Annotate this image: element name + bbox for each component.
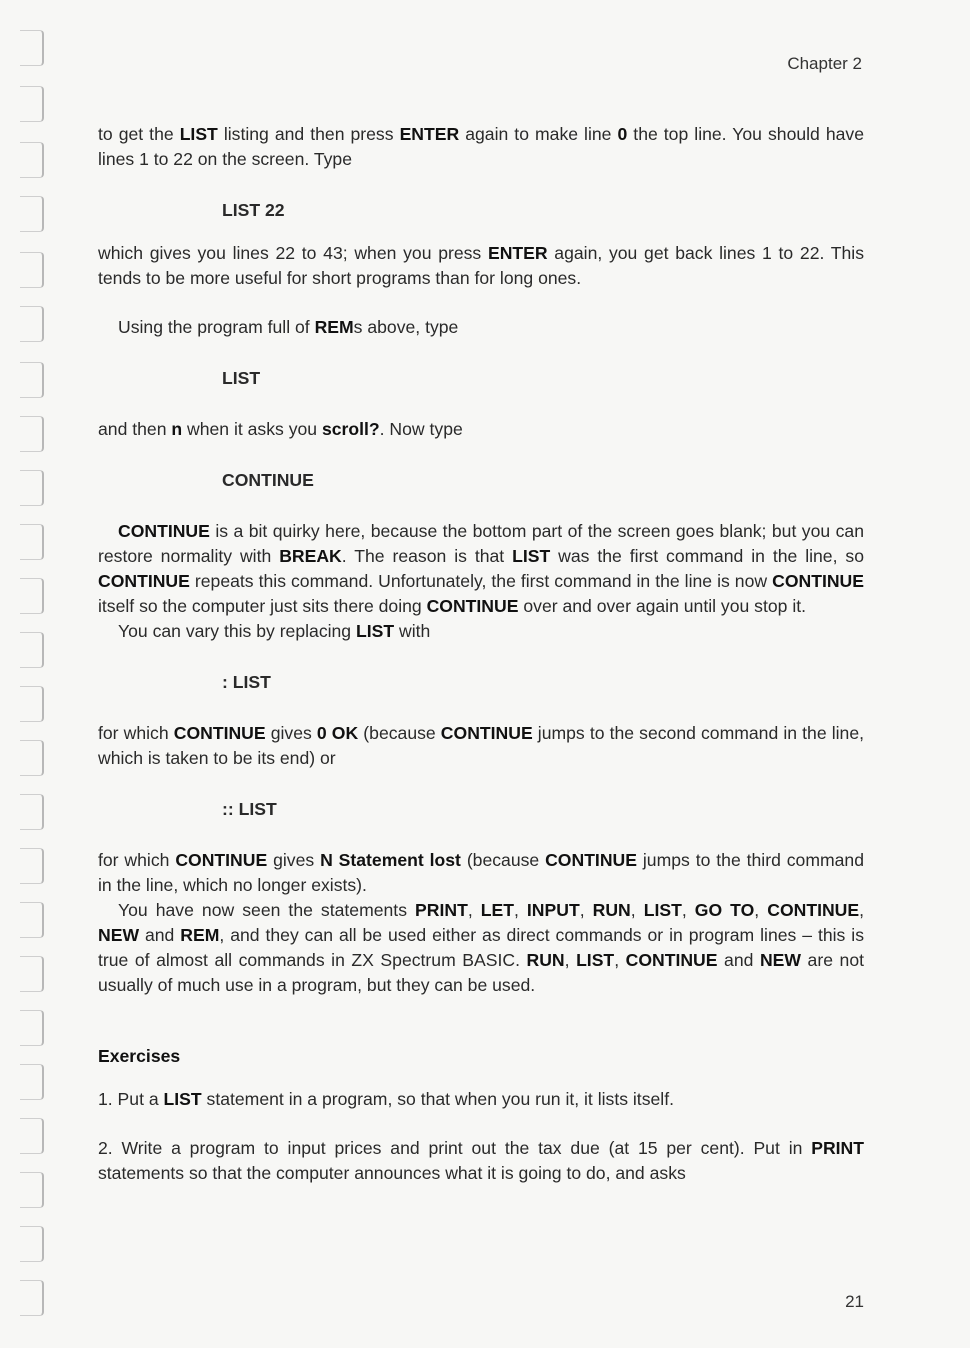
binding-ring [20, 1064, 44, 1100]
command-example: : LIST [222, 672, 271, 692]
binding-ring [20, 1226, 44, 1262]
exercise-item: 2. Write a program to input prices and print out the tax due (at 15 per cent). Put in PRINT statements so that the computer announces what it is going to do, and asks [98, 1138, 864, 1183]
page-body [98, 122, 864, 1186]
binding-ring [20, 848, 44, 884]
running-header: Chapter 2 [787, 54, 862, 73]
page-number: 21 [845, 1292, 864, 1311]
paragraph: for which CONTINUE gives N Statement lost (because CONTINUE jumps to the third command in the line, which no longer exists). [98, 850, 864, 895]
binding-ring [20, 470, 44, 506]
spiral-binding [0, 0, 60, 1348]
paragraph: and then n when it asks you scroll?. Now type [98, 419, 463, 439]
binding-ring [20, 252, 44, 288]
exercise-item: 1. Put a LIST statement in a program, so that when you run it, it lists itself. [98, 1089, 674, 1109]
binding-ring [20, 30, 44, 66]
binding-ring [20, 142, 44, 178]
command-example: LIST 22 [222, 200, 285, 220]
binding-ring [20, 306, 44, 342]
binding-ring [20, 416, 44, 452]
binding-ring [20, 686, 44, 722]
binding-ring [20, 578, 44, 614]
binding-ring [20, 196, 44, 232]
binding-ring [20, 956, 44, 992]
paragraph: CONTINUE is a bit quirky here, because the bottom part of the screen goes blank; but you can restore normality with BREAK. The reason is that LIST was the first command in the line, so CONTINUE repeats this command. Unfortunately, the first command in the line is now CONTINUE itself so the computer just sits there doing CONTINUE over and over again until you stop it. [98, 521, 864, 616]
binding-ring [20, 1118, 44, 1154]
paragraph: You can vary this by replacing LIST with [118, 621, 431, 641]
command-example: :: LIST [222, 799, 277, 819]
binding-ring [20, 86, 44, 122]
paragraph: which gives you lines 22 to 43; when you press ENTER again, you get back lines 1 to 22. This tends to be more useful for short programs than for long ones. [98, 243, 865, 288]
binding-ring [20, 362, 44, 398]
command-example: LIST [222, 368, 261, 388]
paragraph: for which CONTINUE gives 0 OK (because CONTINUE jumps to the second command in the line, which is taken to be its end) or [98, 723, 864, 768]
paragraph: Using the program full of REMs above, type [118, 317, 459, 337]
binding-ring [20, 632, 44, 668]
binding-ring [20, 902, 44, 938]
binding-ring [20, 794, 44, 830]
binding-ring [20, 1172, 44, 1208]
binding-ring [20, 1280, 44, 1316]
paragraph: You have now seen the statements PRINT, LET, INPUT, RUN, LIST, GO TO, CONTINUE, NEW and REM, and they can all be used either as direct commands or in program lines – this is true of almost all commands in ZX Spectrum BASIC. RUN, LIST, CONTINUE and NEW are not usually of much use in a program, but they can be used. [98, 900, 865, 995]
exercises-heading: Exercises [98, 1046, 181, 1066]
binding-ring [20, 740, 44, 776]
paragraph: to get the LIST listing and then press ENTER again to make line 0 the top line. You should have lines 1 to 22 on the screen. Type [98, 124, 865, 169]
binding-ring [20, 524, 44, 560]
command-example: CONTINUE [222, 470, 314, 490]
binding-ring [20, 1010, 44, 1046]
